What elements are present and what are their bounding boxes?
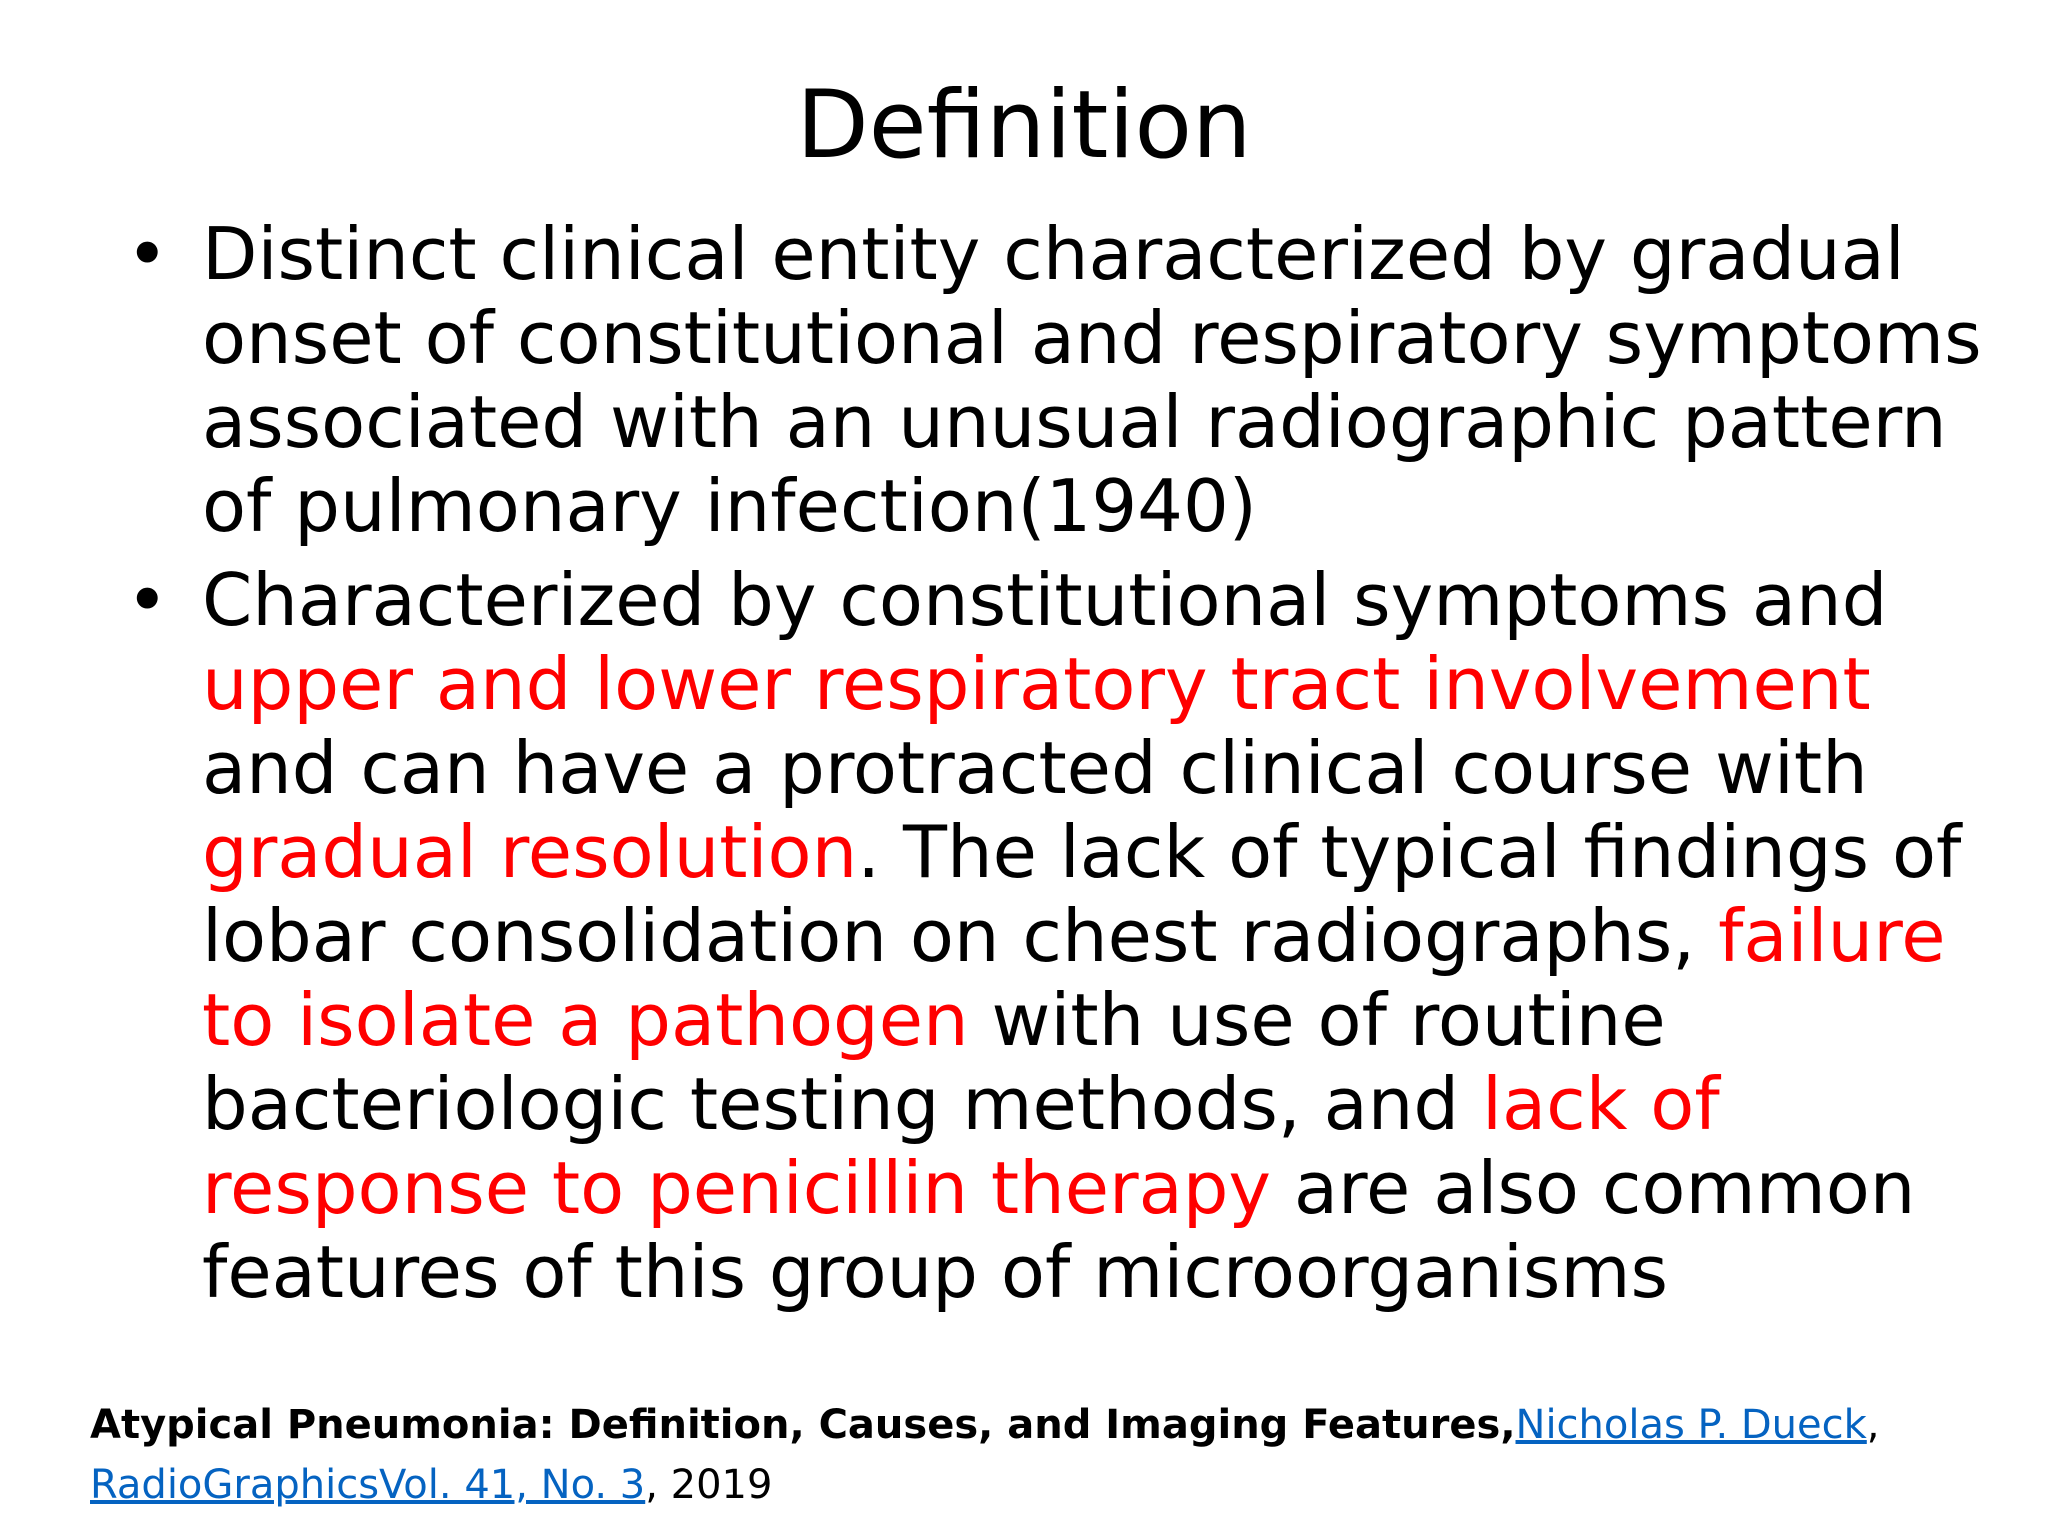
body-text: features of this group of microorganisms — [202, 1230, 1668, 1314]
body-text: associated with an unusual radiographic pattern — [202, 380, 1947, 464]
bullet-line — [202, 978, 2006, 1062]
bullet-line — [202, 642, 2006, 726]
bullet-line — [202, 1062, 2006, 1146]
highlighted-text: gradual resolution — [202, 810, 858, 894]
highlighted-text: failure — [1718, 894, 1946, 978]
bullet-line — [202, 726, 2006, 810]
citation-title: Atypical Pneumonia: Definition, Causes, and Imaging Features, — [90, 1402, 1516, 1448]
bullet-icon: • — [126, 212, 169, 296]
bullet-line — [202, 296, 2006, 380]
body-text: Distinct clinical entity characterized by gradual — [202, 212, 1905, 296]
bullet-item — [126, 558, 2006, 1314]
bullet-item — [126, 212, 2006, 548]
body-text: are also common — [1271, 1146, 1916, 1230]
bullet-line — [202, 1146, 2006, 1230]
highlighted-text: response to penicillin therapy — [202, 1146, 1272, 1230]
body-text: bacteriologic testing methods, and — [202, 1062, 1483, 1146]
author-link[interactable]: Nicholas P. Dueck — [1515, 1402, 1867, 1448]
highlighted-text: to isolate a pathogen — [202, 978, 969, 1062]
body-text: . The lack of typical findings of — [857, 810, 1962, 894]
body-text: onset of constitutional and respiratory symptoms — [202, 296, 1982, 380]
body-text: of pulmonary infection(1940) — [202, 464, 1257, 548]
bullet-icon: • — [126, 558, 169, 642]
citation-year: , 2019 — [645, 1462, 773, 1508]
body-text: and can have a protracted clinical course with — [202, 726, 1868, 810]
bullet-line — [202, 558, 2006, 642]
bullet-line — [202, 464, 2006, 548]
body-text: lobar consolidation on chest radiographs, — [202, 894, 1719, 978]
bullet-line — [202, 380, 2006, 464]
bullet-line — [202, 894, 2006, 978]
highlighted-text: upper and lower respiratory tract involvement — [202, 642, 1871, 726]
slide-title: Definition — [796, 71, 1252, 180]
body-text: with use of routine — [968, 978, 1666, 1062]
citation — [90, 1395, 1990, 1515]
body-text: Characterized by constitutional symptoms and — [202, 558, 1888, 642]
bullet-line — [202, 212, 2006, 296]
bullet-line — [202, 1230, 2006, 1314]
highlighted-text: lack of — [1482, 1062, 1720, 1146]
bullet-line — [202, 810, 2006, 894]
journal-link[interactable]: RadioGraphicsVol. 41, No. 3 — [90, 1462, 646, 1508]
bullet-list — [126, 212, 2006, 1324]
citation-separator: , — [1866, 1402, 1880, 1448]
